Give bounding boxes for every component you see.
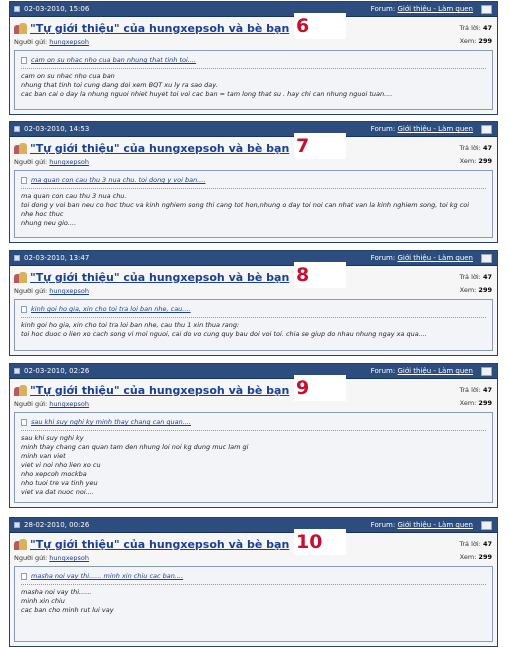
replies-count: 47 [482, 24, 492, 32]
divider [21, 188, 486, 189]
views-count: 299 [478, 37, 492, 45]
document-icon [21, 57, 27, 64]
forum-link[interactable]: Giới thiệu - Làm quen [397, 125, 473, 133]
post-summary-link[interactable] [21, 176, 221, 186]
post-summary[interactable]: kinh goi ho gia, xin cho toi tra loi ban nhe, cau.... [31, 305, 191, 313]
author-label: Người gửi: [14, 400, 48, 408]
post-text-line: toi dong y voi ban neu co hoc thuc va kinh nghiem song thi cang tot hon,nhung o day toi noi can nhat van la kinh nghiem song, toi kg coi [21, 201, 470, 209]
divider [21, 68, 486, 69]
forum-link[interactable]: Giới thiệu - Làm quen [397, 5, 473, 13]
post-text-line: minh thay chang can quan tam den nhung loi noi kg dung muc lam gi [21, 443, 249, 451]
post-summary-link[interactable] [21, 418, 221, 428]
post-body [14, 299, 493, 351]
forum-label: Forum: [370, 254, 396, 262]
forum-info [371, 364, 473, 378]
post-text [21, 192, 486, 228]
post-body [14, 170, 493, 238]
post-text-line: cac ban cho minh rut lui vay [21, 606, 114, 614]
author-line [14, 554, 89, 562]
users-icon [14, 385, 27, 396]
post-header [10, 518, 497, 533]
post-text-line: sau khi suy nghi ky [21, 434, 84, 442]
views-label: Xem: [459, 286, 477, 294]
replies-count: 47 [482, 386, 492, 394]
thread-title-link[interactable]: "Tự giới thiệu" của hungxepsoh và bè bạn [30, 271, 290, 284]
post-text-line: nhung neu gio.... [21, 219, 77, 227]
forum-post [9, 1, 498, 115]
forum-label: Forum: [370, 5, 396, 13]
post-header [10, 122, 497, 137]
document-icon [21, 177, 27, 184]
post-stats [459, 538, 492, 564]
divider [21, 317, 486, 318]
views-label: Xem: [459, 399, 477, 407]
divider [21, 584, 486, 585]
document-icon [21, 573, 27, 580]
thread-title-link[interactable]: "Tự giới thiệu" của hungxepsoh và bè bạn [30, 22, 290, 35]
post-text-line: viet vi noi nho lien xo cu [21, 461, 101, 469]
post-text-line: nhung that tinh toi cung dang doi xem BQT xu ly ra sao day. [21, 81, 218, 89]
views-count: 299 [478, 553, 492, 561]
post-header [10, 2, 497, 17]
views-count: 299 [478, 157, 492, 165]
users-icon [14, 272, 27, 283]
author-line [14, 400, 89, 408]
users-icon [14, 143, 27, 154]
post-header [10, 251, 497, 266]
post-text-line: nho tuoi tre va tinh yeu [21, 479, 98, 487]
post-stats [459, 271, 492, 297]
post-text-line: nho xepcoh mockba [21, 470, 87, 478]
views-label: Xem: [459, 37, 477, 45]
replies-label: Trả lời: [459, 273, 481, 281]
post-text-line: nhe hoc thuc [21, 210, 64, 218]
document-icon [21, 306, 27, 313]
post-stats [459, 142, 492, 168]
post-date: 02-03-2010, 14:53 [24, 125, 90, 133]
author-line [14, 38, 89, 46]
thread-title-link[interactable]: "Tự giới thiệu" của hungxepsoh và bè bạn [30, 384, 290, 397]
post-text-line: masha noi vay thi...... [21, 588, 92, 596]
post-text [21, 588, 486, 615]
replies-label: Trả lời: [459, 540, 481, 548]
replies-count: 47 [482, 273, 492, 281]
views-label: Xem: [459, 553, 477, 561]
replies-label: Trả lời: [459, 144, 481, 152]
forum-info [371, 518, 473, 532]
users-icon [14, 23, 27, 34]
thread-title-link[interactable]: "Tự giới thiệu" của hungxepsoh và bè bạn [30, 538, 290, 551]
post-number: 8 [294, 262, 346, 288]
post-icon [14, 255, 20, 261]
forum-info [371, 122, 473, 136]
post-text [21, 321, 486, 339]
post-text-line: minh xin chiu [21, 597, 65, 605]
post-summary-link[interactable] [21, 572, 221, 582]
author-link[interactable]: hungxepsoh [49, 158, 90, 166]
post-icon [14, 522, 20, 528]
post-number: 9 [294, 375, 346, 401]
post-text-line: kinh goi ho gia, xin cho toi tra loi ban nhe, cau thu 1 xin thua rang: [21, 321, 240, 329]
post-header [10, 364, 497, 379]
post-number: 6 [294, 13, 346, 39]
post-text [21, 434, 486, 497]
author-label: Người gửi: [14, 38, 48, 46]
post-text-line: cam on su nhac nho cua ban [21, 72, 115, 80]
post-text-line: ma quan con cau thu 3 nua chu. [21, 192, 127, 200]
users-icon [14, 539, 27, 550]
forum-info [371, 2, 473, 16]
replies-label: Trả lời: [459, 386, 481, 394]
forum-info [371, 251, 473, 265]
post-date: 28-02-2010, 00:26 [24, 521, 90, 529]
forum-link[interactable]: Giới thiệu - Làm quen [397, 367, 473, 375]
post-number: 7 [294, 133, 346, 159]
post-summary-link[interactable] [21, 56, 221, 66]
forum-label: Forum: [370, 521, 396, 529]
author-link[interactable]: hungxepsoh [49, 400, 90, 408]
post-summary[interactable]: cam on su nhac nho cua ban nhung that tinh toi.... [31, 56, 197, 64]
post-icon [14, 126, 20, 132]
post-stats [459, 384, 492, 410]
post-text [21, 72, 486, 99]
author-line [14, 158, 89, 166]
forum-post [9, 250, 498, 356]
post-text-line: cac ban cai o day la nhung nguoi nhiet huyet toi voi cac ban = tam long that su . hay chi can nhung nguoi tuan.... [21, 90, 393, 98]
checkbox-icon[interactable] [481, 5, 492, 14]
author-label: Người gửi: [14, 554, 48, 562]
forum-post [9, 517, 498, 647]
post-number: 10 [294, 529, 346, 555]
post-body [14, 412, 493, 503]
divider [21, 430, 486, 431]
post-summary[interactable]: sau khi suy nghi ky minh thay chang can quan.... [31, 418, 191, 426]
post-date: 02-03-2010, 02:26 [24, 367, 90, 375]
thread-title-link[interactable]: "Tự giới thiệu" của hungxepsoh và bè bạn [30, 142, 290, 155]
views-count: 299 [478, 286, 492, 294]
post-date: 02-03-2010, 15:06 [24, 5, 90, 13]
replies-label: Trả lời: [459, 24, 481, 32]
checkbox-icon[interactable] [481, 367, 492, 376]
checkbox-icon[interactable] [481, 254, 492, 263]
forum-post [9, 363, 498, 508]
post-body [14, 50, 493, 110]
post-icon [14, 368, 20, 374]
author-link[interactable]: hungxepsoh [49, 554, 90, 562]
author-label: Người gửi: [14, 158, 48, 166]
checkbox-icon[interactable] [481, 521, 492, 530]
views-label: Xem: [459, 157, 477, 165]
author-link[interactable]: hungxepsoh [49, 38, 90, 46]
forum-link[interactable]: Giới thiệu - Làm quen [397, 521, 473, 529]
author-label: Người gửi: [14, 287, 48, 295]
post-summary-link[interactable] [21, 305, 221, 315]
forum-link[interactable]: Giới thiệu - Làm quen [397, 254, 473, 262]
document-icon [21, 419, 27, 426]
post-text-line: viet va dat nuoc noi.... [21, 488, 94, 496]
author-line [14, 287, 89, 295]
forum-label: Forum: [370, 125, 396, 133]
post-body [14, 566, 493, 642]
post-summary[interactable]: ma quan con cau thu 3 nua chu. toi dong y voi ban.... [31, 176, 206, 184]
post-text-line: minh van viet [21, 452, 66, 460]
post-text-line: toi hoc duoc o lien xo cach song vi moi nguoi, cai do vo cung quy bau doi voi toi. chia se giup do nhau nhung ngay xa qua.... [21, 330, 427, 338]
views-count: 299 [478, 399, 492, 407]
post-date: 02-03-2010, 13:47 [24, 254, 90, 262]
forum-post [9, 121, 498, 243]
checkbox-icon[interactable] [481, 125, 492, 134]
post-stats [459, 22, 492, 48]
replies-count: 47 [482, 144, 492, 152]
forum-label: Forum: [370, 367, 396, 375]
author-link[interactable]: hungxepsoh [49, 287, 90, 295]
post-icon [14, 6, 20, 12]
replies-count: 47 [482, 540, 492, 548]
post-summary[interactable]: masha noi vay thi...... minh xin chiu cac ban.... [31, 572, 184, 580]
